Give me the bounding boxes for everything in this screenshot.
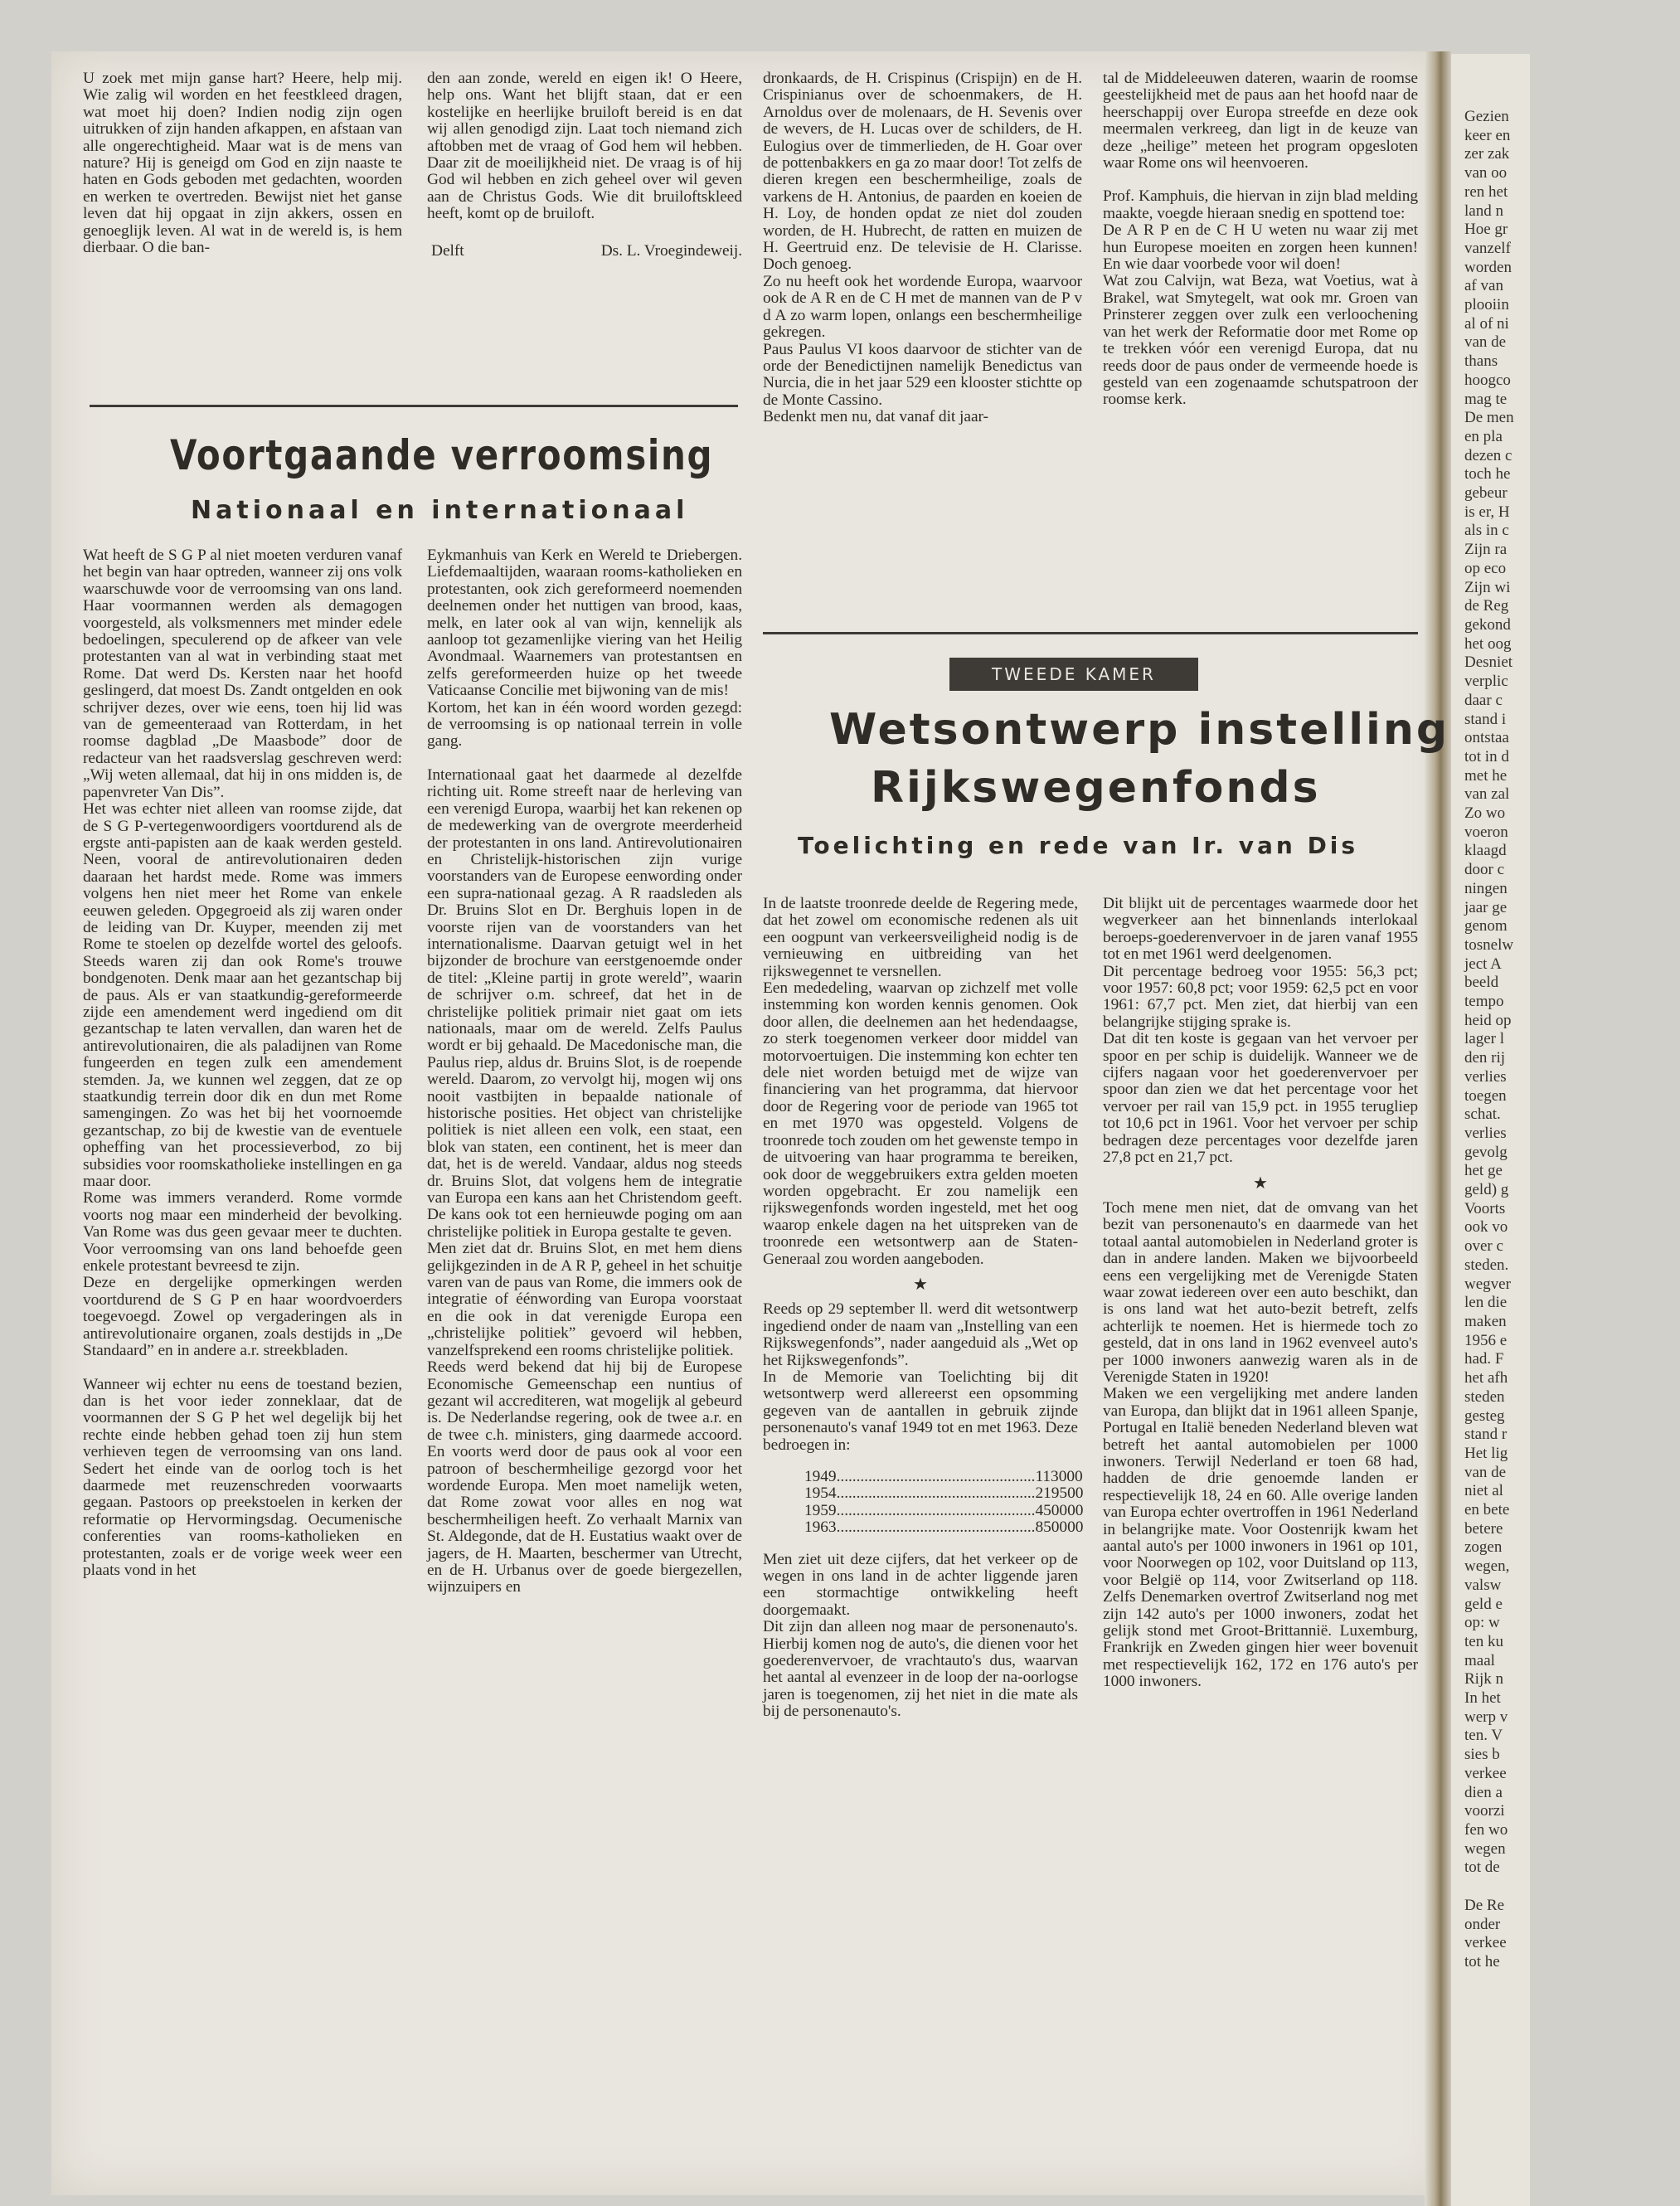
article1-subtitle: Nationaal en internationaal (191, 496, 689, 525)
table-row: 1954 .................................................. 219500 (804, 1484, 1084, 1503)
signature: Delft Ds. L. Vroegindeweij. (431, 241, 742, 260)
table-row: 1959 .................................................. 450000 (804, 1501, 1084, 1519)
table-row: 1963 .................................................. 850000 (804, 1518, 1084, 1537)
table-row: 1949 .................................................. 113000 (804, 1468, 1083, 1485)
article2-title-line2: Rijkswegenfonds (871, 763, 1321, 813)
section-divider (90, 405, 738, 407)
article1-col3: dronkaards, de H. Crispinus (Crispijn) en de H. Crispinianus over de schoenmakers, de H. Arnoldus over de molenaars, de H. Sevenis over de wevers, de H. Lucas over de schilders, de H. Eulogius over de timmerlieden, de H. Goar over de pottenbakkers en ga zo maar door! Tot zelfs de dieren kregen een beschermheilige, zoals de varkens de H. Antonius, de paarden en koeien de H. Loy, de honden opdat ze niet dol zouden worden, de H. Hubrecht, de ratten en muizen de H. Geertruid enz. De televisie de H. Clarisse. Doch genoeg. Zo nu heeft ook het wordende Europa, waarvoor ook de A R en de C H met de mannen van de P v d A zo warm lopen, onlangs een beschermheilige gekregen. Paus Paulus VI koos daarvoor de stichter van de orde der Benedictijnen namelijk Benedictus van Nurcia, die in het jaar 529 een klooster stichtte op de Monte Cassino. Bedenkt men nu, dat vanaf dit jaar- (763, 70, 1082, 426)
article1-title: Voortgaande verroomsing (170, 431, 714, 479)
article1-col2: Eykmanhuis van Kerk en Wereld te Driebergen. Liefdemaaltijden, waaraan rooms-katholieken en protestanten, ook zich gereformeerd noemenden deelnemen onder het nuttigen van brood, kaas, melk, en later ook al van wijn, kennelijk als aanloop tot gezamenlijke viering van het Heilig Avondmaal. Waarnemers van protestantsen en zelfs gereformeerden huize op het tweede Vaticaanse Concilie met bijwoning van de mis! Kortom, het kan in één woord worden gezegd: de verroomsing is op nationaal terrein in volle gang. Internationaal gaat het daarmede al dezelfde richting uit. Rome streeft naar de herleving van een verenigd Europa, waarbij het kan rekenen op de medewerking van de overgrote meerderheid der protestanten in ons land. Antirevolutionairen en Christelijk-historischen zijn vurige voorstanders van de Europese eenwording onder een supra-nationaal gezag. A R raadsleden als Dr. Bruins Slot en Dr. Berghuis lopen in de voorste rijen van de voorstanders van het internationalisme. Daarvan getuigt wel in het bijzonder de brochure van eerstgenoemde onder de titel: „Kleine partij in grote wereld”, waarin de schrijver o.m. schreef, dat het in de christelijke politiek primair niet gaat om iets nationaals, maar om de wereld. Zelfs Paulus wordt er bij gehaald. De Macedonische man, die Paulus riep, aldus dr. Bruins Slot, is de roepende wereld. Daarom, zo vervolgt hij, mogen wij ons nooit vastbijten in bepaalde nationale of historische posities. Het object van christelijke politiek is niet alleen een volk, een staat, een blok van staten, een continent, het is meer dan dat, het is de wereld. Vandaar, aldus nog steeds dr. Bruins Slot, dat volgens hem de integratie van Europa een kans aan het Christendom geeft. De kans ook tot een hernieuwde poging om aan christelijke politiek in Europa gestalte te geven. Men ziet dat dr. Bruins Slot, en met hem diens gelijkgezinden in de A R P, geheel in het schuitje varen van de paus van Rome, die immers ook de integratie of éénwording van Europa voorstaat en die ook in dat verenigde Europa een „christelijke politiek” gevoerd wil hebben, vanzelfsprekend een rooms christelijke politiek. Reeds werd bekend dat hij bij de Europese Economische Gemeenschap een nuntius of gezant wil accrediteren, wat mogelijk al gebeurd is. De Nederlandse regering, ook de twee a.r. en de twee c.h. ministers, ging daarmede accoord. En voorts werd door de paus ook al voor een patroon of beschermheilige gezorgd voor het wordende Europa. Men moet namelijk weten, dat Rome zowat voor alles en nog wat beschermheiligen heeft. Zo verhaalt Marnix van St. Aldegonde, dat de H. Eustatius waakt over de jagers, de H. Maarten, beschermer van Utrecht, en de H. Urbanus over de goede biergezellen, wijnzuipers en (427, 547, 742, 1596)
article1-col4: tal de Middeleeuwen dateren, waarin de roomse geestelijkheid met de paus aan het hoofd naar de heerschappij over Europa streefde en deze ook meermalen verkreeg, dan ligt in de keuze van deze „heilige” meteen het program opgesloten waar Rome ons wil heenvoeren. Prof. Kamphuis, die hiervan in zijn blad melding maakte, voegde hieraan snedig en spottend toe: De A R P en de C H U weten nu waar zij met hun Europese moeiten en zorgen heen kunnen! En wie daar voorbede voor wil doen! Wat zou Calvijn, wat Beza, wat Voetius, wat à Brakel, wat Smytegelt, wat ook mr. Groen van Prinsterer zeggen over zulk een verloochening van het werk der Reformatie door met Rome op te trekken vóór een verenigd Europa, dat nu reeds door de paus onder de vermeende hoede is gesteld van een zogenaamde schutspatroon der roomse kerk. (1103, 70, 1418, 409)
page-fold-shadow (1425, 51, 1451, 2206)
section-divider-right (763, 632, 1418, 634)
adjacent-page-edge (1451, 54, 1530, 2206)
article1-col1: Wat heeft de S G P al niet moeten verduren vanaf het begin van haar optreden, wanneer zij ons volk waarschuwde voor de verroomsing van ons land. Haar voormannen werden als demagogen voorgesteld, als volksmenners met minder edele bedoelingen, speculerend op de afkeer van vele protestanten van al wat in verbinding staat met Rome. Dat werd Ds. Kersten naar het hoofd geslingerd, dat moest Ds. Zandt ontgelden en ook schrijver dezes, over wie eens, toen hij lid was van de gemeenteraad van Rotterdam, in het roomse dagblad „De Maasbode” door de redacteur van het raadsverslag geschreven werd: „Wij weten allemaal, dat hij in ons midden is, de papenvreter Van Dis”. Het was echter niet alleen van roomse zijde, dat de S G P-vertegenwoordigers voortdurend als de ergste anti-papisten aan de kaak werden gesteld. Neen, vooral de antirevolutionairen deden daaraan het hardst mede. Rome was immers volgens hen niet meer het Rome van enkele eeuwen geleden. Opgegroeid als zij waren onder de leiding van Dr. Kuyper, meenden zij met Rome te stoelen op dezelfde wortel des geloofs. Steeds waren zij dan ook Rome's trouwe bondgenoten. Denk maar aan het gezantschap bij de paus. Als er van staatkundig-gereformeerde zijde een amendement werd ingediend om dit gezantschap te laten vervallen, dan waren het de antirevolutionairen, die als paladijnen van Rome fungeerden en tegen zulk een amendement stemden. Ja, we kunnen wel zeggen, dat ze op staatkundig terrein door dik en dun met Rome samengingen. Zo was het bij het voornoemde gezantschap, zo bij de kwestie van de eventuele opheffing van het processieverbod, zo bij subsidies voor roomskatholieke instellingen en ga maar door. Rome was immers veranderd. Rome vormde voorts nog maar een minderheid der bevolking. Van Rome was dus geen gevaar meer te duchten. Voor verroomsing van ons land behoefde geen enkele protestant bevreesd te zijn. Deze en dergelijke opmerkingen werden voortdurend de S G P en haar woordvoerders toegevoegd. Zowel op vergaderingen als in antirevolutionaire organen, zoals destijds in „De Standaard” en in andere a.r. streekbladen. Wanneer wij echter nu eens de toestand bezien, dan is het voor ieder zonneklaar, dat de voormannen der S G P het wel degelijk bij het rechte einde hebben gehad toen zij hun stem verhieven tegen de verroomsing van ons land. Sedert het einde van de oorlog toch is het daarmede met reuzenschreden voorwaarts gegaan. Pastoors op preekstoelen in kerken der reformatie op Hervormingsdag. Oecumenische conferenties van rooms-katholieken en protestanten, zoals er de vorige week weer een plaats vond in het (83, 547, 402, 1579)
car-count-table (763, 1468, 1084, 1537)
adjacent-page-text: Gezien keer en zer zak van oo ren het land n Hoe gr vanzelf worden af van plooiin al of ni van de thans hoogco mag te De men en pla dezen c toch he gebeur is er, H als in c Zijn ra op eco Zijn wi de Reg gekond het oog Desniet verplic daar c stand i ontstaa tot in d met he van zal Zo wo voeron klaagd door c ningen jaar ge genom tosnelw ject A beeld tempo heid op lager l den rij verlies toegen schat. verlies gevolg het ge geld) g Voorts ook vo over c steden. wegver len die maken 1956 e had. F het afh steden gesteg stand r Het lig van de niet al en bete betere zogen wegen, valsw geld e op: w ten ku maal Rijk n In het werp v ten. V sies b verkee dien a voorzi fen wo wegen tot de De Re onder verkee tot he (1464, 108, 1514, 1970)
section-badge: TWEEDE KAMER (949, 658, 1198, 691)
article2-title-line1: Wetsontwerp instelling (829, 705, 1450, 755)
article2-subtitle: Toelichting en rede van Ir. van Dis (798, 832, 1359, 859)
star-separator: ★ (913, 1275, 928, 1294)
star-separator: ★ (1253, 1173, 1268, 1193)
sermon-continuation-col1: U zoek met mijn ganse hart? Heere, help mij. Wie zalig wil worden en het feestkleed dragen, wat moet hij doen? Indien nodig zijn ogen uitrukken of zijn handen afkappen, en afstaan van alle ongerechtigheid. Maar wat is de mens van nature? Hij is geneigd om God en zijn naaste te haten en Gods geboden met gedachten, woorden en werken te overtreden. Bewijst niet het ganse leven dat hij opgaat in zijn akkers, ossen en genoeglijk leven. Al wat in de wereld is, is hem dierbaar. O die ban- (83, 70, 402, 257)
sermon-continuation-col2: den aan zonde, wereld en eigen ik! O Heere, help ons. Want het blijft staan, dat er een kostelijke en heerlijke bruiloft bereid is en dat wij allen genodigd zijn. Laat toch niemand zich aftobben met de vraag of God hem wil hebben. Daar zit de moeilijkheid niet. De vraag is of hij God wil hebben en zich geheel over wil geven aan de Christus Gods. Wie dit bruiloftskleed heeft, komt op de bruiloft. Delft Ds. L. Vroegindeweij. (427, 70, 742, 260)
article2-col2: Dit blijkt uit de percentages waarmede door het wegverkeer aan het binnenlands interlokaal beroeps-goederenvervoer in de jaren vanaf 1955 tot en met 1961 werd deelgenomen. Dit percentage bedroeg voor 1955: 56,3 pct; voor 1957: 60,8 pct; voor 1959: 62,5 pct en voor 1961: 67,7 pct. Men ziet, dat hierbij van een belangrijke stijging sprake is. Dat dit ten koste is gegaan van het vervoer per spoor en per schip is duidelijk. Wanneer we de cijfers nagaan voor het goederenvervoer per spoor dan zien we dat het percentage voor het vervoer per rail van 15,9 pct. in 1955 terugliep tot 10,6 pct in 1961. Voor het vervoer per schip bedragen deze percentages voor dezelfde jaren 27,8 pct en 21,7 pct. ★ Toch mene men niet, dat de omvang van het bezit van personenauto's en daarmede van het totaal aantal automobielen in Nederland groter is dan in andere landen. Maken we bijvoorbeeld eens een vergelijking met de Verenigde Staten waar zowat iedereen over een auto beschikt, dan is ons land wat het auto-bezit betreft, zelfs achterlijk te noemen. Het is hiermede toch zo gesteld, dat in ons land in 1962 evenveel auto's per 1000 inwoners aanwezig waren als in de Verenigde Staten in 1920! Maken we een vergelijking met andere landen van Europa, dan blijkt dat in 1961 alleen Spanje, Portugal en Italië beneden Nederland bleven wat betreft het aantal automobielen per 1000 inwoners. Terwijl Nederland er toen 68 had, hadden de drie genoemde landen er respectievelijk 18, 24 en 60. Alle overige landen van Europa echter overtroffen in 1961 Nederland in belangrijke mate. Voor Oostenrijk kwam het aantal auto's per 1000 inwoners in 1961 op 101, voor Noorwegen op 102, voor Duitsland op 113, voor België op 114, voor Zwitserland op 118. Zelfs Denemarken overtrof Zwitserland nog met zijn 142 auto's per 1000 inwoners, zodat het gelijk stond met Groot-Brittannië. Luxemburg, Frankrijk en Zweden gingen hier weer bovenuit met respectievelijk 162, 172 en 176 auto's per 1000 inwoners. (1103, 895, 1418, 1691)
article2-col1: In de laatste troonrede deelde de Regering mede, dat het zowel om economische redenen als uit een oogpunt van verkeersveiligheid nodig is de vernieuwing en uitbreiding van het rijkswegennet te versnellen. Een mededeling, waarvan op zichzelf met volle instemming kon worden kennis genomen. Ook door allen, die deelnemen aan het hedendaagse, zo sterk toegenomen verkeer door middel van motorvoertuigen. Die instemming kon echter ten dele niet worden betuigd met de wijze van financiering van het programma, dat hiervoor door de Regering voor de periode van 1965 tot en met 1970 was opgesteld. Volgens de troonrede toch zouden om het gewenste tempo in de uitvoering van haar programma te bereiken, ook door de weggebruikers extra gelden moeten worden opgebracht. Er zou namelijk een rijkswegenfonds worden ingesteld, met het oog waarop enkele dagen na het uitspreken van de troonrede een wetsontwerp aan de Staten-Generaal zou worden aangeboden. ★ Reeds op 29 september ll. werd dit wetsontwerp ingediend onder de naam van „Instelling van een Rijkswegenfonds”, nader aangeduid als „Wet op het Rijkswegenfonds”. In de Memorie van Toelichting bij dit wetsontwerp werd allereerst een opsomming gegeven van de aantallen in gebruik zijnde personenauto's vanaf 1949 tot en met 1963. Deze bedroegen in: 1949 .................................................. 113000 1954 .................................................. 219500 1959 .................................................. 450000 1963 .................................................. 850000 Men ziet uit deze cijfers, dat het verkeer op de wegen in ons land in de achter liggende jaren een stormachtige ontwikkeling heeft doorgemaakt. Dit zijn dan alleen nog maar de personenauto's. Hierbij komen nog de auto's, die dienen voor het goederenvervoer, de vrachtauto's dus, waarvan het aantal al evenzeer in de loop der na-oorlogse jaren is toegenomen, zij het niet in die mate als bij de personenauto's. (763, 895, 1084, 1721)
